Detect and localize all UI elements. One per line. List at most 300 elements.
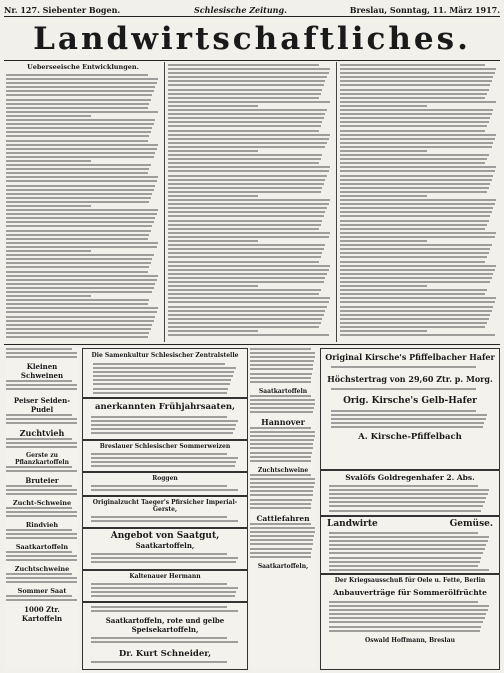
text-line [6, 205, 91, 207]
text-line [168, 142, 327, 144]
article-title: Ueberseeische Entwicklungen. [27, 63, 139, 71]
text-line [6, 283, 155, 285]
text-line [168, 187, 322, 189]
ad-title: Zuchtvieh [19, 428, 65, 438]
text-line [168, 101, 330, 103]
text-line [6, 209, 158, 211]
ad-title: Angebot von Saatgut, [110, 531, 220, 541]
ad-title: Saatkartoffeln [15, 543, 69, 551]
text-line [340, 281, 490, 283]
text-line [6, 148, 157, 150]
ad-text [6, 466, 78, 476]
text-line [250, 527, 315, 529]
ad-text [331, 388, 489, 396]
text-line [6, 254, 154, 256]
text-line [340, 330, 427, 332]
text-line [6, 131, 151, 133]
ad-title: Hannover [261, 417, 305, 427]
ad-title: Oswald Hoffmann, Breslau [365, 637, 455, 644]
text-line [340, 261, 485, 263]
text-line [91, 516, 227, 518]
text-line [6, 595, 72, 597]
text-line [250, 474, 311, 476]
text-line [168, 179, 325, 181]
text-line [340, 318, 489, 320]
text-line [91, 416, 227, 418]
text-line [6, 225, 152, 227]
text-line [91, 561, 236, 563]
text-line [340, 183, 490, 185]
text-line [6, 287, 154, 289]
text-line [340, 125, 487, 127]
text-line [91, 424, 236, 426]
ad-kriegsausschuss [320, 574, 500, 670]
text-line [168, 195, 258, 197]
ad-title: Roggen [152, 475, 178, 482]
text-line [168, 166, 330, 168]
text-line [6, 507, 72, 509]
text-line [250, 364, 313, 366]
ad-title: Zuchtschweine [14, 565, 70, 573]
text-line [168, 301, 329, 303]
text-line [250, 556, 311, 558]
text-line [91, 610, 238, 612]
text-line [329, 569, 489, 571]
text-line [329, 548, 485, 550]
text-line [6, 94, 152, 96]
text-line [340, 269, 495, 271]
text-line [6, 599, 77, 601]
text-line [340, 236, 495, 238]
text-line [6, 242, 158, 244]
text-line [6, 127, 152, 129]
text-line [91, 637, 227, 639]
text-line [340, 285, 427, 287]
text-line [168, 109, 327, 111]
ad-text [6, 348, 78, 362]
ads-center-column [250, 348, 316, 668]
text-line [6, 581, 77, 583]
text-line [91, 453, 227, 455]
ad-title: Zuchtschweine [257, 467, 309, 474]
text-line [340, 191, 487, 193]
text-line [6, 279, 157, 281]
text-line [168, 297, 330, 299]
text-line [168, 64, 319, 66]
ad-text [6, 414, 78, 428]
text-line [6, 156, 154, 158]
text-line [340, 93, 487, 95]
text-line [250, 411, 313, 413]
text-line [91, 420, 238, 422]
text-line [329, 493, 488, 495]
text-line [6, 164, 151, 166]
text-line [6, 103, 149, 105]
text-line [91, 595, 235, 597]
ad-text [91, 485, 239, 491]
text-line [340, 158, 487, 160]
text-line [340, 117, 490, 119]
text-line [168, 293, 319, 295]
text-line [340, 203, 495, 205]
text-line [250, 407, 314, 409]
text-line [250, 377, 311, 379]
text-line [6, 336, 148, 338]
text-line [91, 661, 227, 663]
section-title: Landwirtschaftliches. [33, 21, 471, 57]
text-line [168, 117, 324, 119]
text-line [6, 446, 77, 448]
text-line [168, 97, 319, 99]
text-line [6, 99, 151, 101]
ad-title: Höchstertrag von 29,60 Ztr. p. Morg. [327, 374, 493, 384]
text-line [340, 121, 489, 123]
text-line [6, 213, 157, 215]
text-line [168, 146, 325, 148]
text-line [250, 399, 315, 401]
text-line [6, 551, 72, 553]
ad-title: Original Kirsche's Pfiffelbacher Hafer [325, 352, 495, 362]
text-line [340, 113, 492, 115]
ad-title: Saatkartoffeln [258, 388, 308, 395]
text-line [340, 101, 496, 103]
text-line [93, 371, 234, 373]
text-line [250, 482, 315, 484]
text-line [6, 168, 149, 170]
text-line [331, 422, 484, 424]
ad-text [331, 366, 489, 374]
text-line [168, 175, 327, 177]
text-line [6, 176, 158, 178]
text-line [168, 170, 329, 172]
text-line [340, 297, 496, 299]
text-line [329, 544, 486, 546]
text-line [331, 414, 487, 416]
ad-title: Saatkartoffeln, rote und gelbe Speisekartoffeln, [105, 616, 225, 634]
text-line [6, 172, 148, 174]
ad-title: Orig. Kirsche's Gelb-Hafer [343, 396, 477, 406]
ad-roggen [82, 472, 248, 496]
text-line [340, 232, 496, 234]
text-line [168, 318, 322, 320]
text-line [250, 439, 314, 441]
text-line [6, 295, 91, 297]
text-line [168, 334, 329, 336]
text-line [168, 84, 324, 86]
text-line [340, 228, 485, 230]
ad-fruehjahrsaaten [82, 398, 248, 440]
text-line [329, 609, 488, 611]
text-line [329, 565, 478, 567]
text-line [6, 485, 72, 487]
text-line [168, 273, 327, 275]
text-line [6, 299, 149, 301]
text-line [6, 123, 154, 125]
text-line [91, 583, 227, 585]
ads-rule [4, 344, 500, 345]
ad-text [91, 453, 239, 467]
text-line [6, 78, 158, 80]
text-line [340, 64, 485, 66]
text-line [340, 150, 427, 152]
text-line [168, 265, 330, 267]
text-line [340, 306, 493, 308]
text-line [6, 555, 77, 557]
text-line [91, 485, 227, 487]
text-line [6, 90, 154, 92]
ad-text [93, 363, 237, 394]
text-line [250, 460, 311, 462]
text-line [6, 466, 72, 468]
text-line [168, 261, 319, 263]
text-line [329, 510, 481, 512]
text-line [91, 606, 227, 608]
text-line [6, 135, 149, 137]
issue-date: Breslau, Sonntag, 11. März 1917. [349, 5, 500, 15]
text-line [168, 228, 319, 230]
text-line [168, 138, 329, 140]
ad-title: Kaltenauer Hermann [129, 573, 201, 580]
ad-title: Die Samenkultur Schlesischer Zentralstelle [91, 352, 239, 359]
text-line [329, 536, 489, 538]
text-line [168, 232, 330, 234]
paper-name: Schlesische Zeitung. [194, 5, 287, 15]
text-line [168, 289, 321, 291]
text-line [250, 368, 313, 370]
title-rule [4, 60, 500, 61]
text-line [6, 74, 148, 76]
text-line [91, 461, 236, 463]
text-line [329, 532, 478, 534]
text-line [340, 334, 495, 336]
text-line [340, 289, 487, 291]
text-line [168, 121, 322, 123]
text-line [93, 383, 230, 385]
text-line [340, 220, 489, 222]
text-line [340, 109, 493, 111]
text-line [329, 497, 486, 499]
text-line [6, 442, 77, 444]
ad-title: Dr. Kurt Schneider, [118, 649, 212, 659]
text-line [340, 97, 485, 99]
text-line [6, 230, 151, 232]
text-line [168, 285, 258, 287]
text-line [168, 191, 321, 193]
text-line [340, 207, 493, 209]
text-line [6, 221, 154, 223]
text-line [340, 240, 427, 242]
text-line [168, 256, 321, 258]
text-line [168, 113, 325, 115]
text-line [6, 414, 72, 416]
text-line [329, 501, 485, 503]
text-line [168, 240, 258, 242]
text-line [93, 388, 228, 390]
text-line [6, 82, 157, 84]
text-line [340, 322, 487, 324]
ad-title: A. Kirsche-Pfiffelbach [358, 432, 462, 442]
ad-text [91, 661, 239, 663]
ad-title: Cattlefahren [256, 514, 310, 523]
text-line [6, 197, 151, 199]
text-line [168, 154, 322, 156]
text-line [168, 68, 330, 70]
text-line [168, 244, 325, 246]
text-line [340, 72, 495, 74]
text-line [340, 134, 496, 136]
text-line [250, 360, 314, 362]
text-line [168, 215, 324, 217]
ad-text [91, 516, 239, 522]
text-line [6, 119, 155, 121]
ad-text [250, 474, 316, 514]
text-line [168, 224, 321, 226]
column-2-text [168, 64, 332, 336]
text-line [168, 269, 329, 271]
text-line [331, 410, 476, 412]
ad-text [6, 529, 78, 543]
ad-text [6, 438, 78, 452]
text-line [168, 199, 330, 201]
text-line [168, 322, 321, 324]
ad-title: Originalzucht Taeger's Pfirsicher Imperial-Gerste, [92, 499, 238, 513]
text-line [93, 379, 231, 381]
ad-speisekartoffeln [82, 602, 248, 670]
text-line [331, 388, 476, 390]
text-line [250, 403, 315, 405]
text-line [340, 215, 490, 217]
ad-text [331, 410, 489, 432]
text-line [340, 273, 493, 275]
text-line [340, 138, 495, 140]
text-line [340, 80, 492, 82]
text-line [6, 384, 77, 386]
text-line [340, 154, 489, 156]
text-line [6, 380, 72, 382]
text-line [329, 605, 489, 607]
text-line [340, 301, 495, 303]
text-line [250, 348, 311, 350]
text-line [329, 621, 483, 623]
text-line [6, 303, 148, 305]
ad-text [250, 348, 316, 388]
text-line [340, 256, 487, 258]
text-line [6, 160, 91, 162]
text-line [340, 314, 490, 316]
text-line [168, 211, 325, 213]
text-line [6, 185, 155, 187]
text-line [340, 179, 492, 181]
text-line [91, 457, 238, 459]
text-line [6, 470, 77, 472]
text-line [6, 262, 151, 264]
text-line [250, 447, 313, 449]
text-line [93, 367, 236, 369]
text-line [329, 626, 481, 628]
text-line [6, 152, 155, 154]
text-line [6, 144, 158, 146]
text-line [6, 388, 77, 390]
text-line [340, 224, 487, 226]
text-line [340, 326, 485, 328]
text-line [6, 234, 149, 236]
ad-text [329, 532, 491, 571]
text-line [340, 310, 492, 312]
ad-title: Peiser Seiden-Pudel [13, 396, 71, 414]
text-line [340, 252, 489, 254]
text-line [168, 150, 258, 152]
text-line [168, 306, 327, 308]
text-line [250, 486, 314, 488]
text-line [168, 89, 322, 91]
text-line [6, 246, 157, 248]
text-line [340, 277, 492, 279]
text-line [6, 332, 149, 334]
text-line [6, 537, 77, 539]
text-line [331, 366, 476, 368]
column-1 [6, 62, 160, 342]
text-line [6, 275, 158, 277]
text-line [340, 130, 485, 132]
ad-samenkultur [82, 348, 248, 398]
ad-title: Gerste zu Pflanzkartoffeln [15, 452, 69, 466]
text-line [168, 125, 321, 127]
text-line [340, 199, 496, 201]
text-line [340, 175, 493, 177]
text-line [93, 392, 227, 394]
text-line [91, 587, 238, 589]
text-line [250, 456, 311, 458]
text-line [168, 220, 322, 222]
ad-text [6, 551, 78, 565]
text-line [250, 352, 315, 354]
text-line [6, 418, 77, 420]
text-line [250, 552, 311, 554]
ad-kaltenauer [82, 570, 248, 602]
ad-title: Bruteier [25, 476, 59, 485]
text-line [250, 494, 313, 496]
text-line [340, 76, 493, 78]
text-line [168, 80, 325, 82]
ad-title: Zucht-Schweine [12, 499, 72, 507]
ad-title: Anbauverträge für Sommerölfrüchte [333, 588, 487, 597]
text-line [250, 431, 315, 433]
ad-title: Sommer Saat [17, 587, 67, 595]
ad-text [91, 637, 239, 649]
text-line [6, 316, 155, 318]
text-line [340, 84, 490, 86]
ad-title: Rindvieh [25, 521, 59, 529]
ad-title: Svalöfs Goldregenhafer 2. Abs. [345, 473, 475, 482]
ad-text [91, 416, 239, 434]
text-line [6, 307, 158, 309]
text-line [340, 162, 485, 164]
text-line [250, 507, 311, 509]
text-line [6, 115, 91, 117]
text-line [6, 559, 77, 561]
text-line [340, 105, 427, 107]
ad-sommerweizen [82, 440, 248, 472]
masthead [4, 4, 500, 17]
column-1-text [6, 74, 160, 338]
text-line [331, 418, 486, 420]
text-line [329, 561, 480, 563]
text-line [6, 180, 157, 182]
ad-title: Der Kriegsausschuß für Oele u. Fette, Berlin [334, 577, 486, 584]
text-line [168, 203, 329, 205]
text-line [6, 324, 152, 326]
text-line [6, 515, 77, 517]
